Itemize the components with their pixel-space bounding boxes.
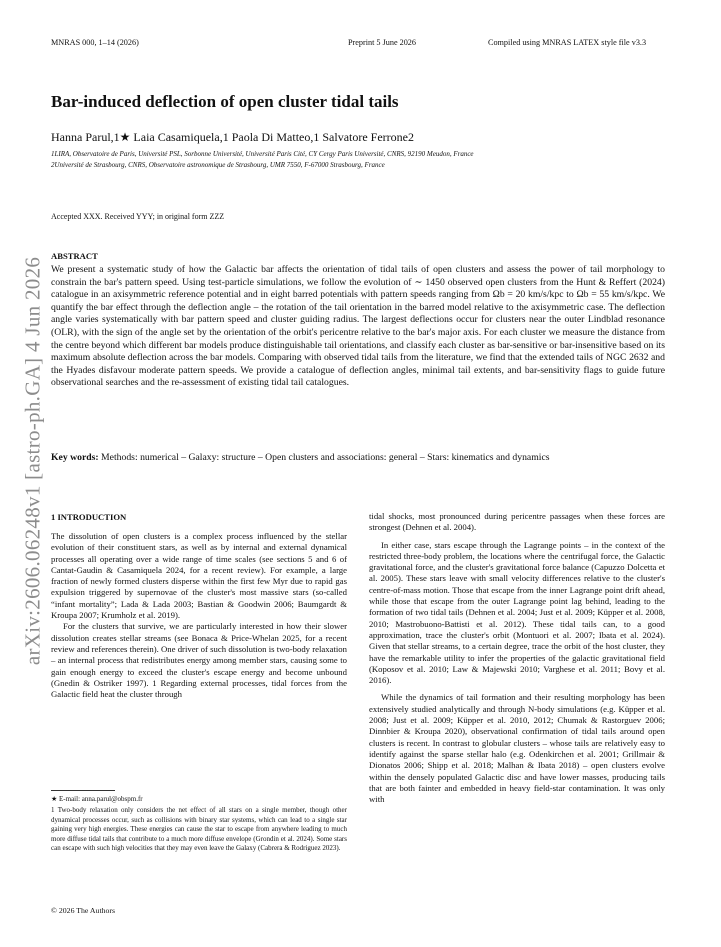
- section-heading: 1 INTRODUCTION: [51, 512, 127, 522]
- keywords-label: Key words:: [51, 452, 99, 463]
- right-column: [369, 511, 665, 805]
- arxiv-identifier: arXiv:2606.06248v1 [astro-ph.GA] 4 Jun 2026: [20, 256, 45, 666]
- received-line: Accepted XXX. Received YYY; in original form ZZZ: [51, 212, 225, 221]
- footnote-1: 1 Two-body relaxation only considers the net effect of all stars on a single member, though other dynamical processes occur, such as collisions with binary star systems, which can lead to a single star gaining very high energies. These energies can cause the star to escape from anywhere leading to much more diffuse tidal tails that contribute to a much more diffuse envelope (Grondin et al. 2024). Some stars can escape with such high velocities that they may even leave the Galaxy (Cabrera & Rodriguez 2023).: [51, 806, 347, 853]
- keywords-text: Methods: numerical – Galaxy: structure – Open clusters and associations: general – Stars: kinematics and dynamics: [101, 452, 550, 463]
- footnote-rule: [51, 790, 115, 791]
- affiliation-1: 1LIRA, Observatoire de Paris, Université PSL, Sorbonne Université, Université Paris Cité, CY Cergy Paris Université, CNRS, 92190 Meudon, France: [51, 150, 474, 158]
- intro-paragraph-4: In either case, stars escape through the Lagrange points – in the context of the restricted three-body problem, the locations where the centrifugal force, the Galactic gravitational force, and the cluster's gravitational force balance (Capuzzo Dolcetta et al. 2005). These stars leave with small velocity differences relative to the cluster's centre-of-mass motion. Those that escape from the inner Lagrange point drift ahead, while those that escape from the outer Lagrange point lag behind, leading to the formation of two tidal tails (Dehnen et al. 2004; Just et al. 2009; Küpper et al. 2008, 2010; Mastrobuono-Battisti et al. 2012). These tidal tails can, to a good approximation, trace the cluster's orbit (Montuori et al. 2007; Ibata et al. 2024). Given that stellar streams, to a certain degree, trace the orbit of the host cluster, they have the remarkable utility to infer the properties of the galactic gravitational field (Koposov et al. 2010; Law & Majewski 2010; Varghese et al. 2011; Bovy et al. 2016).: [369, 539, 665, 686]
- arxiv-sidebar: [18, 246, 48, 676]
- preprint-date: Preprint 5 June 2026: [348, 38, 416, 47]
- intro-paragraph-1: The dissolution of open clusters is a complex process influenced by the stellar evolution of their constituent stars, as well as by internal and external dynamical processes all operating over a wide range of time scales (see sections 5 and 6 of Cantat-Gaudin & Casamiquela 2024, for a recent review). For example, a large fraction of newly formed clusters disperse within the first few Myr due to rapid gas expulsion triggered by supernovae of the cluster's most massive stars (so-called “infant mortality”; Lada & Lada 2003; Bastian & Goodwin 2006; Baumgardt & Kroupa 2007; Krumholz et al. 2019).: [51, 531, 347, 621]
- intro-paragraph-2: For the clusters that survive, we are particularly interested in how their slower dissolution creates stellar streams (see Bonaca & Price-Whelan 2025, for a recent review and references therein). One driver of such dissolution is two-body relaxation – an internal process that redistributes energy among member stars, causing some to gain enough energy to exceed the cluster's escape energy and become unbound (Gnedin & Ostriker 1997). 1 Regarding external processes, tidal forces from the Galactic field heat the cluster through: [51, 621, 347, 700]
- intro-paragraph-3: tidal shocks, most pronounced during pericentre passages when these forces are strongest (Dehnen et al. 2004).: [369, 511, 665, 533]
- keywords-line: [51, 452, 550, 463]
- abstract-heading: ABSTRACT: [51, 251, 98, 261]
- left-column: [51, 531, 347, 700]
- copyright-notice: © 2026 The Authors: [51, 906, 116, 915]
- affiliation-2: 2Université de Strasbourg, CNRS, Observatoire astronomique de Strasbourg, UMR 7550, F-67000 Strasbourg, France: [51, 161, 385, 169]
- intro-paragraph-5: While the dynamics of tail formation and their resulting morphology has been extensively studied analytically and through N-body simulations (e.g. Küpper et al. 2008; Just et al. 2009; Küpper et al. 2010, 2012; Chumak & Rastorguev 2006; Dinnbier & Kroupa 2020), observational confirmation of tidal tails around open clusters is recent. In contrast to globular clusters – whose tails are relatively easy to identify against the sparse stellar halo (e.g. Odenkirchen et al. 2001; Grillmair & Dionatos 2006; Shipp et al. 2018; Malhan & Ibata 2018) – open clusters evolve within the densely populated Galactic disc and have lower masses, producing tails that are both fainter and embedded in heavy field-star contamination. It was only with: [369, 692, 665, 805]
- compiled-note: Compiled using MNRAS LATEX style file v3.3: [488, 38, 647, 47]
- author-list: Hanna Parul,1★ Laia Casamiquela,1 Paola Di Matteo,1 Salvatore Ferrone2: [51, 130, 414, 144]
- abstract-text: We present a systematic study of how the Galactic bar affects the orientation of tidal tails of open clusters and assess the power of tail morphology to constrain the bar's pattern speed. Using test-particle simulations, we follow the evolution of ∼ 1450 observed open clusters from the Hunt & Reffert (2024) catalogue in an axisymmetric reference potential and in eight barred potentials with pattern speeds ranging from Ωb = 20 km/s/kpc to Ωb = 55 km/s/kpc. We quantify the bar effect through the deflection angle – the rotation of the tail orientation in the barred model relative to the axisymmetric case. The deflection angle varies systematically with bar pattern speed and cluster guiding radius. The largest deflections occur for clusters near the outer Lindblad resonance (OLR), with the sign of the angle set by the orientation of the orbit's pericentre relative to the bar's major axis. For each cluster we measure the distance from the centre beyond which different bar models produce distinguishable tail orientations, and classify each cluster as bar-sensitive or bar-insensitive based on its maximum absolute deflection across the bar models. Comparing with observed tidal tails from the literature, we find that the extended tails of NGC 2632 and the Hyades disfavour moderate pattern speeds. We provide a catalogue of deflection angles, minimal tail extents, and bar-sensitivity flags to guide future observational searches and the re-assessment of existing tidal tail catalogues.: [51, 264, 665, 389]
- footnote-email: ★ E-mail: anna.parul@obspm.fr: [51, 795, 143, 803]
- paper-title: Bar-induced deflection of open cluster tidal tails: [51, 92, 399, 111]
- footnotes: [51, 795, 347, 855]
- journal-header: MNRAS 000, 1–14 (2026): [51, 38, 139, 47]
